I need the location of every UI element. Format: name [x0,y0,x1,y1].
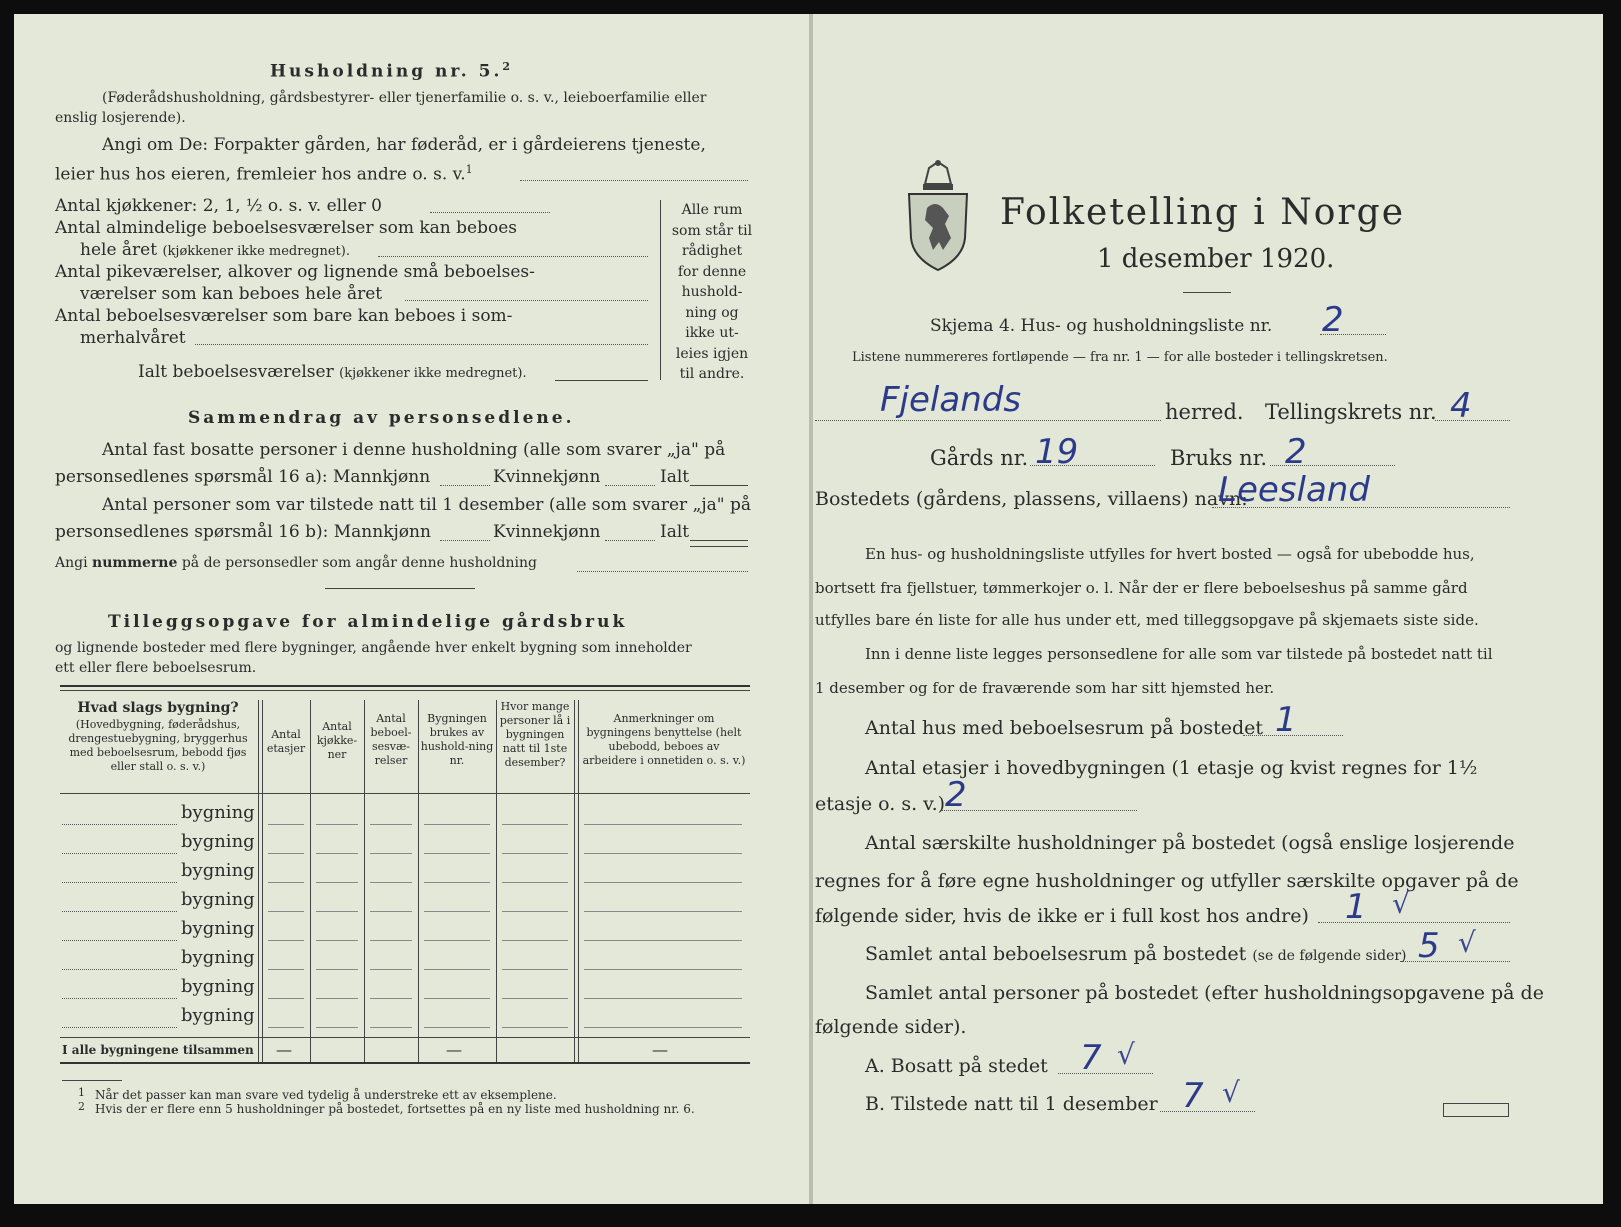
table-row-label: bygning [181,976,255,997]
room-pike-b: værelser som kan beboes hele året [80,284,383,304]
ialt-label-2: Ialt [660,522,690,542]
col-5-header: Bygningen brukes av hushold-ning nr. [420,712,494,767]
room-alm-a: Antal almindelige beboelsesværelser som kan beboes [55,218,517,238]
angi-line-2: leier hus hos eieren, fremleier hos andre o. s. v.$^1$ [55,163,473,185]
side-note-line: til andre. [679,366,745,382]
q-hush-1: Antal særskilte husholdninger på bostedet (også enslige losjerende [865,832,1515,854]
table-row-label: bygning [181,831,255,852]
nummerne-line: Angi nummerne på de personsedler som angår denne husholdning [55,555,537,571]
q-hush-check-icon: √ [1392,887,1410,920]
q-a-check-icon: √ [1117,1038,1135,1071]
footnote-1-num: 1 [78,1086,85,1099]
q-b-value: 7 [1182,1076,1204,1116]
q-hus-label: Antal hus med beboelsesrum på bostedet [865,717,1264,739]
norway-coat-of-arms-icon [905,158,971,274]
table-row-label: bygning [181,802,255,823]
q-a-label: A. Bosatt på stedet [865,1055,1048,1077]
room-alm-b: hele året (kjøkkener ikke medregnet). [80,240,350,260]
sum-tilstede-a: Antal personer som var tilstede natt til 1 desember (alle som svarer „ja" på [102,495,752,515]
instr-line-5: 1 desember og for de fraværende som har sitt hjemsted her. [815,679,1275,697]
sum-fast-a: Antal fast bosatte personer i denne husholdning (alle som svarer „ja" på [102,440,726,460]
table-row-label: bygning [181,918,255,939]
side-note-line: Alle rum [681,202,743,218]
footnote-2: Hvis der er flere enn 5 husholdninger på bostedet, fortsettes på en ny liste med husholdning nr. 6. [95,1102,695,1116]
total-row-label: I alle bygningene tilsammen [62,1043,254,1057]
husholdning-title: Husholdning nr. 5.$^2$ [270,60,514,82]
herred-value: Fjelands [880,380,1022,420]
room-sommer-b: merhalvåret [80,328,186,348]
table-row-label: bygning [181,860,255,881]
side-note-line: hushold- [681,284,743,300]
col-2-header: Antal etasjer [266,728,306,755]
q-hush-2: regnes for å føre egne husholdninger og utfyller særskilte opgaver på de [815,870,1519,892]
total-dash-etasjer: — [276,1040,292,1059]
bosted-label: Bostedets (gårdens, plassens, villaens) navn: [815,488,1248,510]
side-brace [660,200,661,380]
left-page [14,14,811,1204]
q-etasjer-1: Antal etasjer i hovedbygningen (1 etasje og kvist regnes for 1½ [865,757,1478,779]
intro-line-2: enslig losjerende). [55,110,186,126]
q-pers-1: Samlet antal personer på bostedet (efter husholdningsopgavene på de [865,982,1544,1004]
q-etasjer-2: etasje o. s. v.) [815,793,946,815]
q-rum-check-icon: √ [1458,926,1476,959]
col-3-header: Antal kjøkke-ner [316,720,358,761]
listene-note: Listene nummereres fortløpende — fra nr. 1 — for alle bosteder i tellingskretsen. [852,350,1388,365]
col-7-header: Anmerkninger om bygningens benyttelse (helt ubebodd, beboes av arbeidere i onnetiden o. s. v.) [582,712,746,767]
total-dash-husholdning: — [446,1040,462,1059]
q-rum-label: Samlet antal beboelsesrum på bostedet (se de følgende sider) [865,943,1407,965]
q-hus-value: 1 [1275,700,1297,740]
gards-value: 19 [1035,432,1079,472]
instr-line-3: utfylles bare én liste for alle hus under ett, med tilleggsopgave på skjemaets siste side. [815,611,1479,629]
side-note-line: som står til [671,222,753,239]
ialt-label-1: Ialt [660,467,690,487]
q-rum-value: 5 [1418,926,1440,966]
q-a-value: 7 [1080,1038,1102,1078]
q-etasjer-value: 2 [945,775,967,815]
angi-line-1: Angi om De: Forpakter gården, har føderåd, er i gårdeierens tjeneste, [102,135,706,155]
printer-stamp [1443,1103,1509,1117]
sum-tilstede-b: personsedlenes spørsmål 16 b): Mannkjønn [55,522,431,542]
tillegg-line-2: ett eller flere beboelsesrum. [55,660,257,676]
room-kjokken: Antal kjøkkener: 2, 1, ½ o. s. v. eller 0 [55,196,382,216]
intro-line-1: (Føderådshusholdning, gårdsbestyrer- eller tjenerfamilie o. s. v., leieboerfamilie eller [102,90,707,106]
kvinne-label-2: Kvinnekjønn [493,522,601,542]
sum-fast-b: personsedlenes spørsmål 16 a): Mannkjønn [55,467,431,487]
instr-line-4: Inn i denne liste legges personsedlene for alle som var tilstede på bostedet natt til [865,645,1493,663]
table-row-label: bygning [181,889,255,910]
room-total: Ialt beboelsesværelser (kjøkkener ikke medregnet). [138,362,527,382]
table-row-label: bygning [181,947,255,968]
footnote-2-num: 2 [78,1100,85,1113]
krets-label: Tellingskrets nr. [1265,400,1437,424]
skjema-label: Skjema 4. Hus- og husholdningsliste nr. [930,316,1273,336]
tillegg-title: Tilleggsopgave for almindelige gårdsbruk [108,612,628,632]
skjema-value: 2 [1322,300,1344,340]
gards-label: Gårds nr. [930,446,1029,470]
q-hush-value: 1 [1345,887,1367,927]
col-1-title: Hvad slags bygning? [77,700,239,716]
table-row-label: bygning [181,1005,255,1026]
kvinne-label-1: Kvinnekjønn [493,467,601,487]
instr-line-2: bortsett fra fjellstuer, tømmerkojer o. l. Når der er flere beboelseshus på samme gård [815,579,1468,597]
side-note-line: leies igjen [675,345,749,362]
side-note-line: ikke ut- [685,325,739,341]
col-4-header: Antal beboel-sesvæ-relser [370,712,412,767]
col-1-sub: (Hovedbygning, føderådshus, drengestuebygning, bryggerhus med beboelsesrum, bebodd fjøs eller stall o. s. v.) [68,718,248,773]
side-note-line: for denne [677,263,747,280]
q-hush-3: følgende sider, hvis de ikke er i full kost hos andre) [815,905,1309,927]
room-pike-a: Antal pikeværelser, alkover og lignende små beboelses- [55,262,535,282]
census-date: 1 desember 1920. [1097,244,1335,274]
col-6-header: Hvor mange personer lå i bygningen natt til 1ste desember? [499,700,571,769]
side-note [670,200,754,385]
summary-title: Sammendrag av personsedlene. [188,408,575,428]
herred-label: herred. [1165,400,1244,424]
footnote-1: Når det passer kan man svare ved tydelig å understreke ett av eksemplene. [95,1088,557,1102]
census-title: Folketelling i Norge [1000,192,1405,233]
side-note-line: rådighet [681,243,743,259]
total-dash-anmerkninger: — [652,1040,668,1059]
tillegg-line-1: og lignende bosteder med flere bygninger, angående hver enkelt bygning som inneholder [55,640,692,656]
q-pers-2: følgende sider). [815,1016,967,1038]
q-b-label: B. Tilstede natt til 1 desember [865,1093,1158,1115]
instr-line-1: En hus- og husholdningsliste utfylles for hvert bosted — også for ubebodde hus, [865,545,1475,563]
bruks-value: 2 [1285,432,1307,472]
bosted-value: Leesland [1218,470,1370,510]
q-b-check-icon: √ [1222,1076,1240,1109]
krets-value: 4 [1450,386,1472,426]
room-sommer-a: Antal beboelsesværelser som bare kan beboes i som- [55,306,513,326]
side-note-line: ning og [685,304,739,321]
bruks-label: Bruks nr. [1170,446,1268,470]
